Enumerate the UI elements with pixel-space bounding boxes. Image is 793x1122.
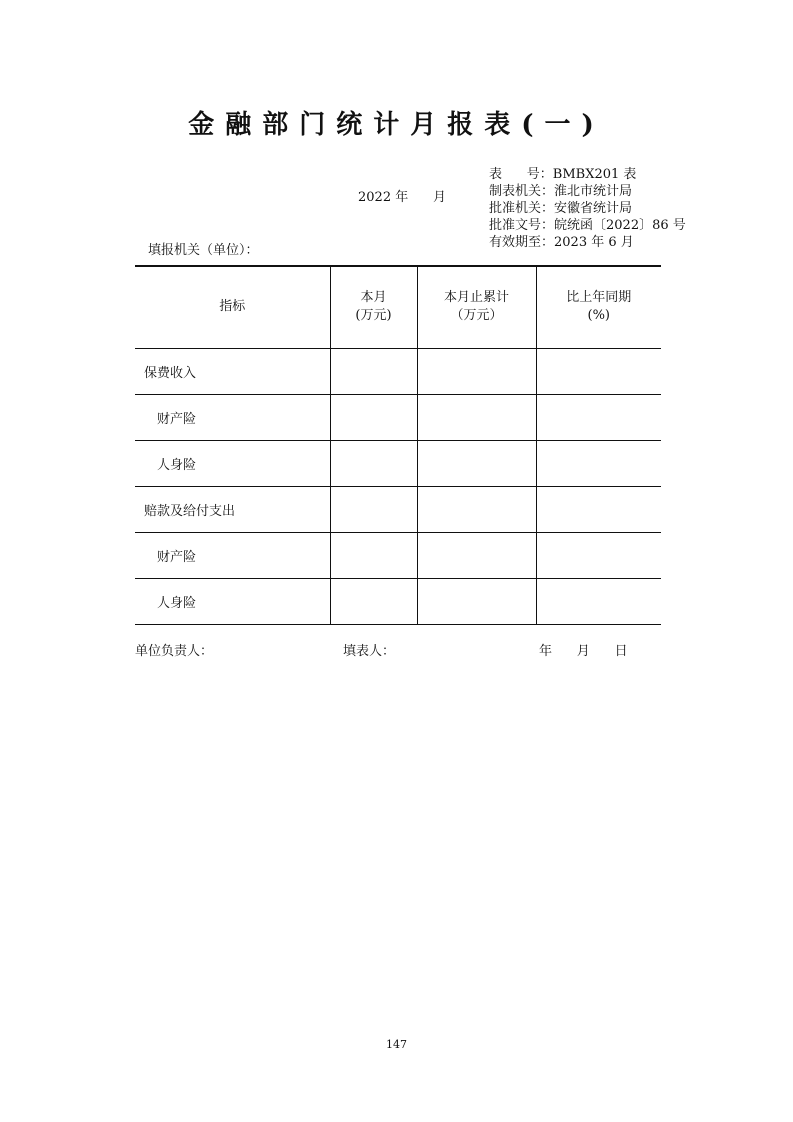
table-header-row [135,266,661,348]
cumulative-cell[interactable] [417,394,536,440]
header-this-month-unit: (万元) [355,308,392,324]
this-month-cell[interactable] [330,486,417,532]
cumulative-cell[interactable] [417,578,536,624]
header-cumulative-unit: （万元） [450,308,503,324]
yoy-cell[interactable] [536,394,661,440]
header-yoy-unit: (%) [587,308,610,324]
yoy-cell[interactable] [536,486,661,532]
cumulative-cell[interactable] [417,532,536,578]
filing-unit-label: 填报机关（单位）： [148,243,259,258]
yoy-cell[interactable] [536,532,661,578]
table-row [135,348,661,394]
header-cumulative-label: 本月止累计 [443,290,509,306]
page-number: 147 [386,1038,407,1051]
table-row [135,440,661,486]
header-yoy [536,266,661,348]
responsible-person-label: 单位负责人： [135,644,214,659]
header-this-month [330,266,417,348]
form-number: 表 号：BMBX201 表 [489,167,637,182]
approval-document-number: 批准文号：皖统函〔2022〕86 号 [489,218,686,233]
indicator-life-insurance: 人身险 [135,440,330,486]
page-title: 金融部门统计月报表(一) [188,110,605,140]
indicator-property-insurance: 财产险 [135,532,330,578]
header-indicator [135,266,330,348]
table-row [135,532,661,578]
indicator-property-insurance: 财产险 [135,394,330,440]
fill-date-label: 年 月 日 [539,644,628,659]
indicator-life-insurance: 人身险 [135,578,330,624]
report-table [135,265,661,625]
valid-until: 有效期至：2023 年 6 月 [489,235,634,250]
cumulative-cell[interactable] [417,486,536,532]
header-indicator-label: 指标 [219,299,246,315]
this-month-cell[interactable] [330,532,417,578]
issuing-authority: 制表机关：淮北市统计局 [489,184,633,199]
form-filler-label: 填表人： [343,644,396,659]
approving-authority: 批准机关：安徽省统计局 [489,201,633,216]
table-row [135,394,661,440]
header-this-month-label: 本月 [360,290,387,306]
header-cumulative [417,266,536,348]
this-month-cell[interactable] [330,440,417,486]
form-metadata [489,166,686,251]
this-month-cell[interactable] [330,394,417,440]
indicator-premium-income: 保费收入 [135,348,330,394]
report-period: 2022 年 月 [358,190,447,205]
yoy-cell[interactable] [536,348,661,394]
cumulative-cell[interactable] [417,440,536,486]
this-month-cell[interactable] [330,578,417,624]
header-yoy-label: 比上年同期 [566,290,632,306]
table-row [135,486,661,532]
yoy-cell[interactable] [536,578,661,624]
indicator-claims-payments: 赔款及给付支出 [135,486,330,532]
yoy-cell[interactable] [536,440,661,486]
this-month-cell[interactable] [330,348,417,394]
cumulative-cell[interactable] [417,348,536,394]
table-row [135,578,661,624]
